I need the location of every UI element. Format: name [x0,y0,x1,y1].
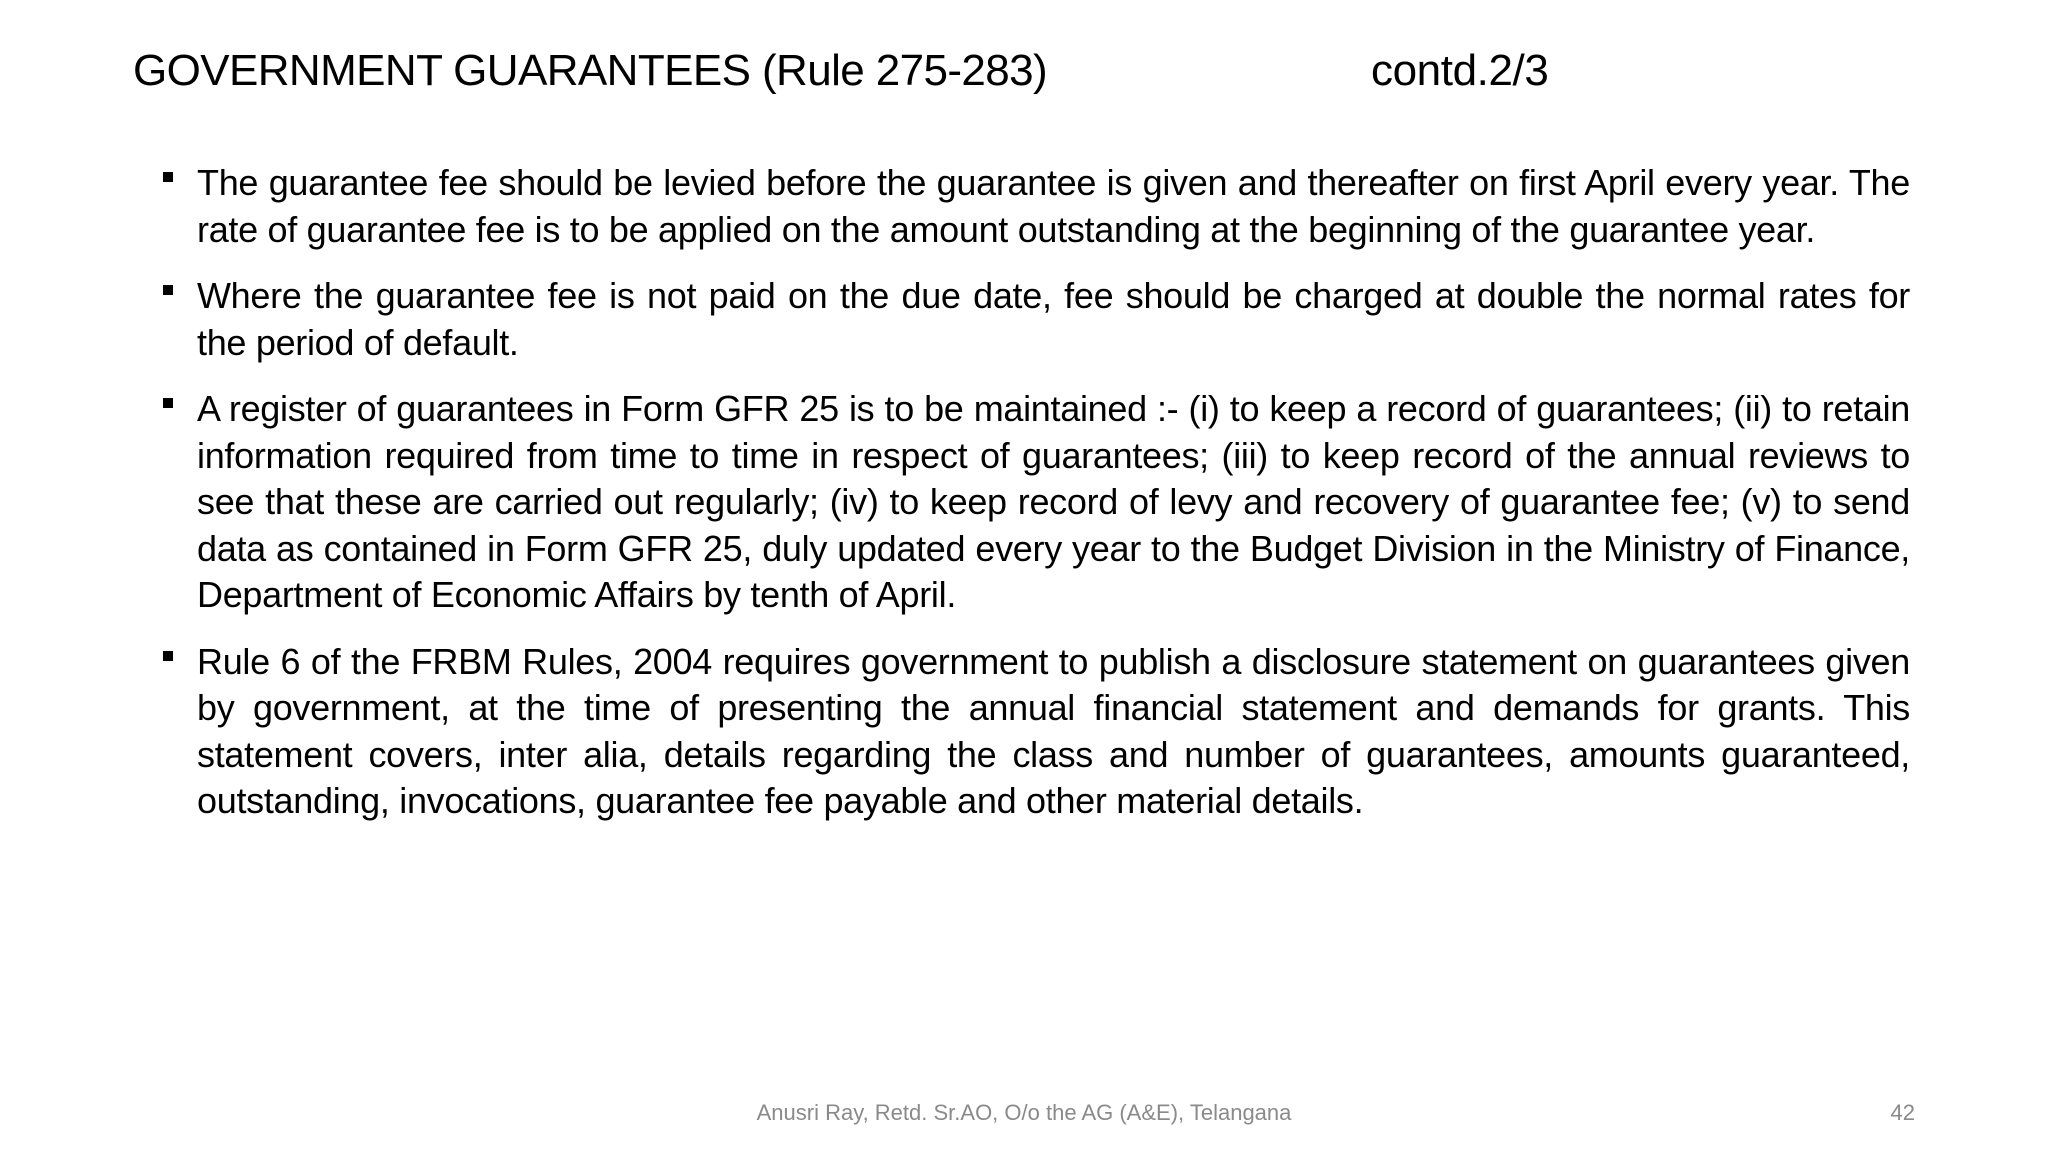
bullet-list [160,160,1910,845]
page-number: 42 [1890,1100,1915,1125]
bullet-text: Rule 6 of the FRBM Rules, 2004 requires government to publish a disclosure statement on guarantees given by government, at the time of presenting the annual financial statement and demands for grants. This statement covers, inter alia, details regarding the class and number of guarantees, amounts guaranteed, outstanding, invocations, guarantee fee payable and other material details. [197,640,1910,821]
square-bullet-icon [163,285,173,295]
square-bullet-icon [163,651,173,661]
bullet-text: Where the guarantee fee is not paid on the due date, fee should be charged at double the normal rates for the period of default. [197,275,1910,363]
bullet-item [160,273,1910,366]
continuation-label: contd.2/3 [1371,46,1549,95]
bullet-text: A register of guarantees in Form GFR 25 is to be maintained :- (i) to keep a record of guarantees; (ii) to retain information required from time to time in respect of guarantees; (iii) to keep record of the annual reviews to see that these are carried out regularly; (iv) to keep record of levy and recovery of guarantee fee; (v) to send data as contained in Form GFR 25, duly updated every year to the Budget Division in the Ministry of Finance, Department of Economic Affairs by tenth of April. [197,388,1910,615]
slide-title: GOVERNMENT GUARANTEES (Rule 275-283) [133,46,1048,95]
bullet-item [160,160,1910,253]
bullet-item [160,639,1910,825]
bullet-text: The guarantee fee should be levied before the guarantee is given and thereafter on first April every year. The rate of guarantee fee is to be applied on the amount outstanding at the beginning of the guarantee year. [197,162,1910,250]
footer-credit: Anusri Ray, Retd. Sr.AO, O/o the AG (A&E), Telangana [756,1100,1292,1125]
bullet-item [160,386,1910,619]
square-bullet-icon [163,172,173,182]
title-row [133,36,1633,106]
square-bullet-icon [163,398,173,408]
